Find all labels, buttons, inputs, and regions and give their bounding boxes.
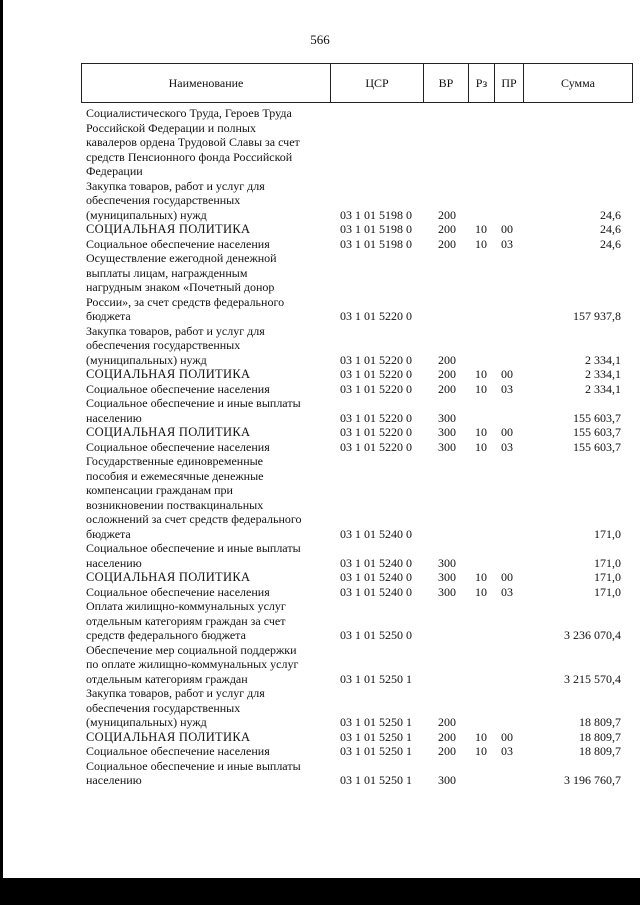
- row-name-line: Социальное обеспечение и иные выплаты: [86, 396, 301, 410]
- row-vr: 200: [438, 715, 456, 729]
- row-name-line: Обеспечение мер социальной поддержки: [86, 642, 297, 657]
- row-csr: 03 1 01 5198 0: [340, 222, 412, 236]
- row-name-line: выплаты лицам, награжденным: [86, 265, 248, 280]
- table-row: [0, 541, 640, 570]
- row-name: [86, 382, 322, 397]
- scan-bottom-border: [0, 878, 640, 905]
- row-pr: 03: [501, 584, 513, 599]
- row-vr: 200: [438, 381, 456, 396]
- row-rz: 10: [475, 744, 487, 758]
- row-name-line: СОЦИАЛЬНАЯ ПОЛИТИКА: [86, 425, 251, 439]
- row-name: [86, 599, 322, 643]
- table-row: [0, 237, 640, 252]
- row-name: [86, 222, 322, 237]
- header-sum: Сумма: [561, 76, 595, 90]
- row-sum: 157 937,8: [573, 309, 621, 323]
- row-name-line: (муниципальных) нужд: [86, 207, 207, 222]
- row-csr: 03 1 01 5250 0: [340, 628, 412, 642]
- row-name-line: Российской Федерации и полных: [86, 120, 256, 135]
- row-sum: 3 236 070,4: [564, 628, 621, 642]
- row-sum: 3 215 570,4: [564, 671, 621, 686]
- row-name-line: кавалеров ордена Трудовой Славы за счет: [86, 135, 300, 149]
- row-name: [86, 570, 322, 585]
- row-csr: 03 1 01 5240 0: [340, 584, 412, 599]
- row-name-line: отдельным категориям граждан за счет: [86, 613, 286, 628]
- row-sum: 155 603,7: [573, 410, 621, 425]
- row-csr: 03 1 01 5240 0: [340, 526, 412, 541]
- header-rz: Рз: [469, 64, 495, 102]
- row-name-line: Социальное обеспечение населения: [86, 744, 270, 758]
- row-vr: 300: [438, 584, 456, 599]
- table-row: [0, 643, 640, 687]
- table-row: [0, 367, 640, 382]
- table-row: [0, 730, 640, 745]
- table-row: [0, 222, 640, 237]
- row-name-line: Социальное обеспечение населения: [86, 584, 270, 599]
- row-name-line: нагрудным знаком «Почетный донор: [86, 280, 275, 294]
- row-name: [86, 367, 322, 382]
- row-vr: 200: [438, 236, 456, 251]
- page-number: 566: [310, 32, 330, 47]
- row-name: [86, 744, 322, 759]
- row-pr: 00: [501, 729, 513, 744]
- table-row: [0, 440, 640, 455]
- row-rz: 10: [475, 222, 487, 236]
- row-name: [86, 440, 322, 455]
- row-name-line: населению: [86, 410, 142, 425]
- table-row: [0, 179, 640, 223]
- row-pr: 00: [501, 570, 513, 584]
- row-pr: 03: [501, 439, 513, 454]
- table-row: [0, 585, 640, 600]
- row-name-line: СОЦИАЛЬНАЯ ПОЛИТИКА: [86, 222, 251, 236]
- row-name-line: Социальное обеспечение населения: [86, 236, 270, 251]
- row-rz: 10: [475, 570, 487, 584]
- row-vr: 200: [438, 207, 456, 222]
- row-name-line: Федерации: [86, 164, 143, 178]
- row-sum: 24,6: [600, 222, 621, 236]
- table-row: [0, 759, 640, 788]
- row-name-line: бюджета: [86, 526, 131, 541]
- table-header: [81, 63, 633, 103]
- row-name-line: СОЦИАЛЬНАЯ ПОЛИТИКА: [86, 367, 251, 381]
- table-row: [0, 454, 640, 541]
- row-vr: 300: [438, 773, 456, 787]
- row-pr: 00: [501, 425, 513, 439]
- table-body: [0, 106, 640, 788]
- row-name-line: Социалистического Труда, Героев Труда: [86, 106, 292, 120]
- header-vr: ВР: [424, 64, 469, 102]
- row-csr: 03 1 01 5198 0: [340, 207, 412, 222]
- row-sum: 155 603,7: [573, 425, 621, 439]
- row-name-line: обеспечения государственных: [86, 338, 241, 352]
- row-rz: 10: [475, 729, 487, 744]
- row-vr: 300: [438, 555, 456, 570]
- row-csr: 03 1 01 5220 0: [340, 410, 412, 425]
- row-name: [86, 585, 322, 600]
- row-vr: 300: [438, 439, 456, 454]
- row-name-line: (муниципальных) нужд: [86, 352, 207, 367]
- row-pr: 03: [501, 744, 513, 758]
- row-name-line: обеспечения государственных: [86, 700, 241, 715]
- row-name-line: (муниципальных) нужд: [86, 715, 207, 729]
- row-name: [86, 541, 322, 570]
- row-name: [86, 237, 322, 252]
- row-name-line: Осуществление ежегодной денежной: [86, 251, 277, 265]
- row-name-line: средств Пенсионного фонда Российской: [86, 149, 293, 164]
- row-name-line: пособия и ежемесячные денежные: [86, 468, 264, 483]
- row-csr: 03 1 01 5220 0: [340, 439, 412, 454]
- row-name-line: Социальное обеспечение и иные выплаты: [86, 758, 301, 773]
- row-name: [86, 425, 322, 440]
- row-name-line: Закупка товаров, работ и услуг для: [86, 178, 265, 193]
- row-name-line: осложнений за счет средств федерального: [86, 512, 302, 526]
- row-csr: 03 1 01 5250 1: [340, 744, 412, 758]
- row-name: [86, 396, 322, 425]
- row-name: [86, 759, 322, 788]
- row-vr: 200: [438, 729, 456, 744]
- row-name-line: средств федерального бюджета: [86, 628, 246, 642]
- row-name-line: населению: [86, 555, 142, 570]
- table-row: [0, 425, 640, 440]
- row-sum: 18 809,7: [579, 744, 621, 758]
- row-sum: 171,0: [594, 584, 621, 599]
- row-name-line: Оплата жилищно-коммунальных услуг: [86, 599, 286, 613]
- row-sum: 2 334,1: [585, 381, 621, 396]
- row-sum: 171,0: [594, 570, 621, 584]
- header-name: Наименование: [82, 64, 331, 102]
- row-name-line: отдельным категориям граждан: [86, 671, 248, 686]
- row-csr: 03 1 01 5250 1: [340, 715, 412, 729]
- row-csr: 03 1 01 5250 1: [340, 671, 412, 686]
- row-name-line: обеспечения государственных: [86, 193, 241, 207]
- table-row: [0, 570, 640, 585]
- header-pr: ПР: [495, 64, 524, 102]
- row-csr: 03 1 01 5220 0: [340, 352, 412, 367]
- row-name: [86, 106, 322, 179]
- row-name-line: Закупка товаров, работ и услуг для: [86, 686, 265, 700]
- row-csr: 03 1 01 5220 0: [340, 309, 412, 323]
- header-csr: ЦСР: [331, 64, 424, 102]
- row-sum: 2 334,1: [585, 352, 621, 367]
- row-rz: 10: [475, 367, 487, 381]
- row-sum: 24,6: [600, 207, 621, 222]
- row-sum: 18 809,7: [579, 729, 621, 744]
- row-csr: 03 1 01 5220 0: [340, 367, 412, 381]
- row-name: [86, 454, 322, 541]
- row-pr: 03: [501, 236, 513, 251]
- row-sum: 171,0: [594, 526, 621, 541]
- row-sum: 155 603,7: [573, 439, 621, 454]
- row-name-line: Государственные единовременные: [86, 454, 264, 468]
- row-vr: 200: [438, 222, 456, 236]
- row-sum: 171,0: [594, 555, 621, 570]
- row-sum: 24,6: [600, 236, 621, 251]
- table-row: [0, 106, 640, 179]
- row-name: [86, 251, 322, 324]
- row-rz: 10: [475, 236, 487, 251]
- row-name-line: Социальное обеспечение и иные выплаты: [86, 541, 301, 555]
- row-csr: 03 1 01 5250 1: [340, 729, 412, 744]
- row-rz: 10: [475, 439, 487, 454]
- row-name-line: населению: [86, 773, 142, 787]
- row-name-line: Социальное обеспечение населения: [86, 439, 270, 454]
- row-name-line: СОЦИАЛЬНАЯ ПОЛИТИКА: [86, 729, 251, 744]
- row-name-line: СОЦИАЛЬНАЯ ПОЛИТИКА: [86, 570, 251, 584]
- row-csr: 03 1 01 5220 0: [340, 381, 412, 396]
- row-rz: 10: [475, 584, 487, 599]
- row-vr: 300: [438, 570, 456, 584]
- row-name: [86, 686, 322, 730]
- row-name-line: по оплате жилищно-коммунальных услуг: [86, 657, 299, 671]
- table-row: [0, 324, 640, 368]
- row-name: [86, 179, 322, 223]
- row-name: [86, 730, 322, 745]
- row-name-line: Закупка товаров, работ и услуг для: [86, 323, 265, 338]
- row-name-line: России», за счет средств федерального: [86, 294, 285, 309]
- table-row: [0, 744, 640, 759]
- row-rz: 10: [475, 381, 487, 396]
- table-row: [0, 599, 640, 643]
- row-csr: 03 1 01 5240 0: [340, 555, 412, 570]
- row-csr: 03 1 01 5198 0: [340, 236, 412, 251]
- row-pr: 03: [501, 381, 513, 396]
- row-vr: 200: [438, 352, 456, 367]
- row-vr: 200: [438, 367, 456, 381]
- row-sum: 2 334,1: [585, 367, 621, 381]
- row-rz: 10: [475, 425, 487, 439]
- row-name: [86, 643, 322, 687]
- row-pr: 00: [501, 367, 513, 381]
- row-csr: 03 1 01 5220 0: [340, 425, 412, 439]
- row-name-line: бюджета: [86, 309, 131, 323]
- row-sum: 18 809,7: [579, 715, 621, 729]
- row-name-line: возникновении поствакцинальных: [86, 497, 264, 512]
- row-vr: 200: [438, 744, 456, 758]
- row-sum: 3 196 760,7: [564, 773, 621, 787]
- row-name-line: компенсации гражданам при: [86, 483, 233, 497]
- table-row: [0, 382, 640, 397]
- row-name-line: Социальное обеспечение населения: [86, 381, 270, 396]
- row-name: [86, 324, 322, 368]
- row-csr: 03 1 01 5250 1: [340, 773, 412, 787]
- table-row: [0, 686, 640, 730]
- row-vr: 300: [438, 425, 456, 439]
- row-csr: 03 1 01 5240 0: [340, 570, 412, 584]
- row-vr: 300: [438, 410, 456, 425]
- table-row: [0, 396, 640, 425]
- table-row: [0, 251, 640, 324]
- row-pr: 00: [501, 222, 513, 236]
